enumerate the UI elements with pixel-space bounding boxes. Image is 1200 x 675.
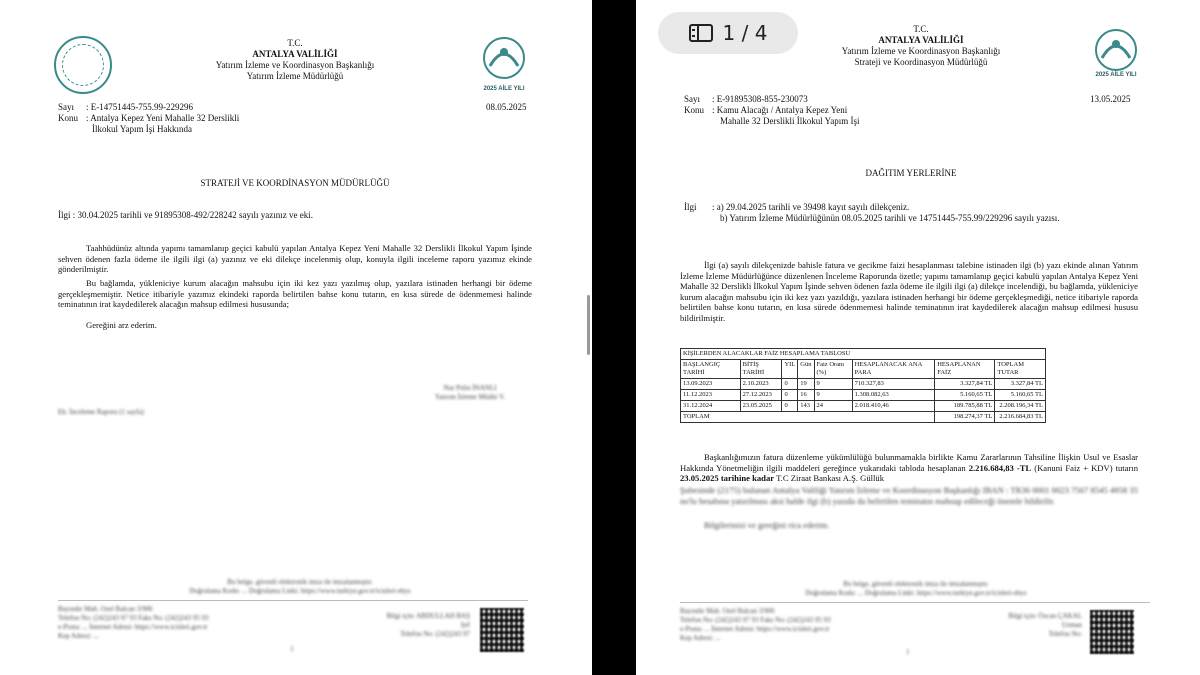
- footer-contact: [370, 612, 470, 639]
- footer-address-3: e-Posta: ... İnternet Adresi: https://www.icisleri.gov.tr: [58, 623, 208, 631]
- verification-qr-code: [480, 608, 524, 652]
- footer-contact-2: Uzman: [1061, 621, 1082, 629]
- body-paragraph-2: [680, 452, 1138, 484]
- ilgi-a: : a) 29.04.2025 tarihli ve 39498 kayıt sayılı dilekçeniz.: [712, 202, 910, 212]
- table-cell: 710.327,83: [852, 379, 935, 390]
- konu-label: Konu: [684, 105, 704, 115]
- page-number: 1: [290, 645, 294, 653]
- letterhead-tc: T.C.: [287, 38, 303, 48]
- footer-address-1: Bayındır Mah. Ozel Balcan 3/906: [58, 605, 153, 613]
- table-cell: 3.327,84 TL: [995, 379, 1046, 390]
- table-header-row: [681, 360, 1046, 379]
- verification-qr-code: [1090, 610, 1134, 654]
- attachment-note: Ek: İnceleme Raporu (1 sayfa): [58, 408, 144, 416]
- footer-esign-note: [706, 580, 1126, 598]
- signature-block: [400, 384, 540, 402]
- table-cell: 27.12.2023: [740, 390, 782, 401]
- letterhead-governorship: ANTALYA VALİLİĞİ: [878, 35, 964, 45]
- table-total-label: TOPLAM: [681, 412, 935, 423]
- family-year-logo: [476, 36, 532, 86]
- letterhead-tc: T.C.: [913, 24, 929, 34]
- table-cell: 5.160,65 TL: [935, 390, 995, 401]
- footer-address-2: Telefon No: (242)243 97 93 Faks No: (242)243 95 93: [58, 614, 209, 622]
- table-header-cell: HESAPLANAN FAİZ: [935, 360, 995, 379]
- konu-line-1: : Kamu Alacağı / Antalya Kepez Yeni: [712, 105, 848, 115]
- sayi-label: Sayı: [684, 94, 701, 104]
- footer-address-4: Kep Adresi: ...: [58, 632, 99, 640]
- footer-divider: [58, 600, 528, 601]
- logo-caption: 2025 AİLE YILI: [1095, 72, 1137, 78]
- paragraph-2-text-cont: (Kanuni Faiz + KDV) tutarın: [1034, 462, 1139, 473]
- table-cell: 1.308.082,63: [852, 390, 935, 401]
- table-cell: 13.09.2023: [681, 379, 741, 390]
- footer-verify-text: Doğrulama Kodu: ... Doğrulama Linki: https://www.turkiye.gov.tr/icisleri-ebys: [805, 589, 1027, 597]
- table-header-cell: TOPLAM TUTAR: [995, 360, 1046, 379]
- family-year-logo: [1088, 28, 1144, 78]
- table-cell: 11.12.2023: [681, 390, 741, 401]
- table-cell: 31.12.2024: [681, 401, 741, 412]
- footer-contact-1: Bilgi için: ABDULLAH BAŞ: [386, 612, 470, 620]
- document-date: 08.05.2025: [486, 102, 527, 112]
- letterhead-directorate: Yatırım İzleme Müdürlüğü: [246, 71, 344, 81]
- table-cell: 2.10.2023: [740, 379, 782, 390]
- letterhead-department: Yatırım İzleme ve Koordinasyon Başkanlığı: [841, 46, 1001, 56]
- konu-line-1: : Antalya Kepez Yeni Mahalle 32 Derslikli: [86, 113, 240, 123]
- footer-contact-3: Telefon No: (242)243 97: [400, 630, 470, 638]
- table-cell: 143: [798, 401, 814, 412]
- interest-calculation-table: [680, 348, 1046, 423]
- sayi-value: : E-14751445-755.99-229296: [86, 102, 193, 112]
- table-cell: 2.208.196,34 TL: [995, 401, 1046, 412]
- footer-esign-note: [90, 578, 510, 596]
- document-date: 13.05.2025: [1090, 94, 1131, 104]
- footer-contact-2: Şef: [460, 621, 470, 629]
- table-title: KİŞİLERDEN ALACAKLAR FAİZ HESAPLAMA TABLOSU: [681, 349, 1046, 360]
- footer-address: [58, 605, 378, 641]
- footer-divider: [680, 602, 1150, 603]
- sayi-label: Sayı: [58, 102, 75, 112]
- table-header-cell: BAŞLANGIÇ TARİHİ: [681, 360, 741, 379]
- table-cell: 23.05.2025: [740, 401, 782, 412]
- sayi-value: : E-91895308-855-230073: [712, 94, 808, 104]
- document-page-right: [636, 0, 1200, 675]
- table-cell: 0: [782, 401, 798, 412]
- footer-esign-text: Bu belge, güvenli elektronik imza ile imzalanmıştır.: [843, 580, 989, 588]
- ilgi-label: İlgi: [684, 202, 697, 212]
- table-title-row: [681, 349, 1046, 360]
- konu-label: Konu: [58, 113, 78, 123]
- table-cell: 0: [782, 379, 798, 390]
- table-cell: 189.785,88 TL: [935, 401, 995, 412]
- table-total-sum: 2.216.684,83 TL: [995, 412, 1046, 423]
- letterhead-governorship: ANTALYA VALİLİĞİ: [252, 49, 338, 59]
- letterhead: [776, 24, 1066, 68]
- table-total-row: [681, 412, 1046, 423]
- page-counter-text: 1 / 4: [722, 21, 768, 45]
- addressee: DAĞITIM YERLERİNE: [865, 168, 957, 178]
- payable-amount: 2.216.684,83 -TL: [968, 462, 1032, 473]
- state-emblem-seal: [54, 36, 112, 94]
- footer-contact-1: Bilgi için: Özcan ÇAKAL: [1008, 612, 1082, 620]
- konu-line-2: Mahalle 32 Derslikli İlkokul Yapım İşi: [720, 116, 860, 126]
- table-cell: 24: [814, 401, 852, 412]
- konu-line-2: İlkokul Yapım İşi Hakkında: [92, 124, 192, 134]
- table-header-cell: Faiz Oranı (%): [814, 360, 852, 379]
- paragraph-2-bank: T.C Ziraat Bankası A.Ş. Güllük: [776, 473, 885, 483]
- scrollbar-thumb[interactable]: [587, 295, 590, 355]
- footer-address-3: e-Posta: ... İnternet Adresi: https://www.icisleri.gov.tr: [680, 625, 830, 633]
- footer-address-4: Kep Adresi: ...: [680, 634, 721, 642]
- table-total-interest: 198.274,37 TL: [935, 412, 995, 423]
- page-counter-pill[interactable]: [658, 12, 798, 54]
- table-cell: 0: [782, 390, 798, 401]
- footer-address: [680, 607, 1000, 643]
- closing-line: Gereğini arz ederim.: [86, 320, 157, 330]
- table-row: [681, 401, 1046, 412]
- signer-name: Nur Pelin İNANLI: [443, 384, 497, 392]
- table-cell: 9: [814, 390, 852, 401]
- table-row: [681, 379, 1046, 390]
- page-number: 1: [906, 648, 910, 656]
- document-page-left: [0, 0, 592, 675]
- table-cell: 9: [814, 379, 852, 390]
- table-header-cell: YIL: [782, 360, 798, 379]
- table-cell: 3.327,84 TL: [935, 379, 995, 390]
- letterhead-directorate: Strateji ve Koordinasyon Müdürlüğü: [854, 57, 988, 67]
- addressee: STRATEJİ VE KOORDİNASYON MÜDÜRLÜĞÜ: [200, 178, 390, 188]
- ilgi-reference: İlgi : 30.04.2025 tarihli ve 91895308-492/228242 sayılı yazınız ve eki.: [58, 210, 313, 220]
- footer-verify-text: Doğrulama Kodu: ... Doğrulama Linki: https://www.turkiye.gov.tr/icisleri-ebys: [189, 587, 411, 595]
- footer-address-2: Telefon No: (242)243 97 93 Faks No: (242)243 95 93: [680, 616, 831, 624]
- table-row: [681, 390, 1046, 401]
- footer-contact-3: Telefon No:: [1048, 630, 1082, 638]
- table-cell: 19: [798, 379, 814, 390]
- table-header-cell: BİTİŞ TARİHİ: [740, 360, 782, 379]
- logo-caption: 2025 AİLE YILI: [483, 86, 525, 92]
- footer-address-1: Bayındır Mah. Ozel Balcan 3/906: [680, 607, 775, 615]
- payment-deadline: 23.05.2025 tarihine kadar: [680, 473, 775, 483]
- table-header-cell: Gün: [798, 360, 814, 379]
- body-paragraph-2: Bu bağlamda, yükleniciye kurum alacağın mahsubu için iki kez yazı yazılmış olup, yazılara istinaden herhangi bir ödeme gerçekleşmemiştir. Netice itibariyle yazımız ekindeki raporda belirtilen bahse konu tutarın, en kısa sürede de ödenmemesi halinde teminatının irat kaydedilerek alacağın mahsup edilmesi hususunda;: [58, 278, 532, 309]
- footer-esign-text: Bu belge, güvenli elektronik imza ile imzalanmıştır.: [227, 578, 373, 586]
- paragraph-2-text: Başkanlığımızın fatura düzenleme yükümlülüğü bulunmamakla birlikte Kamu Zararlarının Tahsiline İlişkin Usul ve Esaslar Hakkında Yönetmeliğin ilgili maddeleri gereğince yukarıdaki tabloda hesaplanan: [680, 452, 1138, 473]
- footer-contact: [982, 612, 1082, 639]
- letterhead-department: Yatırım İzleme ve Koordinasyon Başkanlığı: [215, 60, 375, 70]
- body-paragraph-1: Taahhüdünüz altında yapımı tamamlanıp geçici kabulü yapılan Antalya Kepez Yeni Mahalle 32 Derslikli İlkokul Yapım İşinde sehven ödenen fazla ödeme ile ilgili ilgi (a) yazınız ve eki dilekçe incelenmiş olup, konuyla ilgili inceleme raporu yazımız ekinde gönderilmiştir.: [58, 243, 532, 274]
- blurred-bank-details: Şubesinde (2175) bulunan Antalya Valiliği Yatırım İzleme ve Koordinasyon Başkanlığı IBAN : TR36 0001 0023 7567 8545 4958 35 no'lu hesabına yatırılması aksi halde ilgi (b) yazıda da belirtilen teminatın mahsup edileceği önemle bildirilir.: [680, 485, 1138, 506]
- pages-icon[interactable]: [689, 24, 713, 42]
- table-cell: 2.018.410,46: [852, 401, 935, 412]
- table-cell: 5.160,65 TL: [995, 390, 1046, 401]
- table-header-cell: HESAPLANACAK ANA PARA: [852, 360, 935, 379]
- letterhead: [150, 38, 440, 82]
- signer-title: Yatırım İzleme Müdür V.: [434, 393, 506, 401]
- ilgi-b: b) Yatırım İzleme Müdürlüğünün 08.05.2025 tarihli ve 14751445-755.99/229296 sayılı yazısı.: [720, 213, 1060, 223]
- blurred-closing-line: Bilgilerinizi ve gereğini rica ederim.: [704, 520, 830, 530]
- body-paragraph-1: İlgi (a) sayılı dilekçenizde bahisle fatura ve gecikme faizi hesaplanması talebine istinaden ilgi (b) yazı ekinde alınan Yatırım İzleme İzleme Müdürlüğünce düzenlenen İnceleme Raporunda özetle; yapımı tamamlanıp geçici kabulü yapılan Antalya Kepez Yeni Mahalle 32 Derslikli İlkokul Yapım İşinde sehven ödenen fazla ödeme ile ilgili ilgi (a) dilekçe incelendiği, bu bağlamda, yükleniciye kurum alacağın mahsubu için iki kez yazı yazıldığı, yazılara istinaden herhangi bir ödeme gerçekleşmediği, netice itibariyle raporda belirtilen bahse konu tutarın, en kısa sürede ödenmemesi halinde teminatının irat kaydedilerek alacağın mahsup edilmesi hususu bildirilmiştir.: [680, 260, 1138, 323]
- table-cell: 16: [798, 390, 814, 401]
